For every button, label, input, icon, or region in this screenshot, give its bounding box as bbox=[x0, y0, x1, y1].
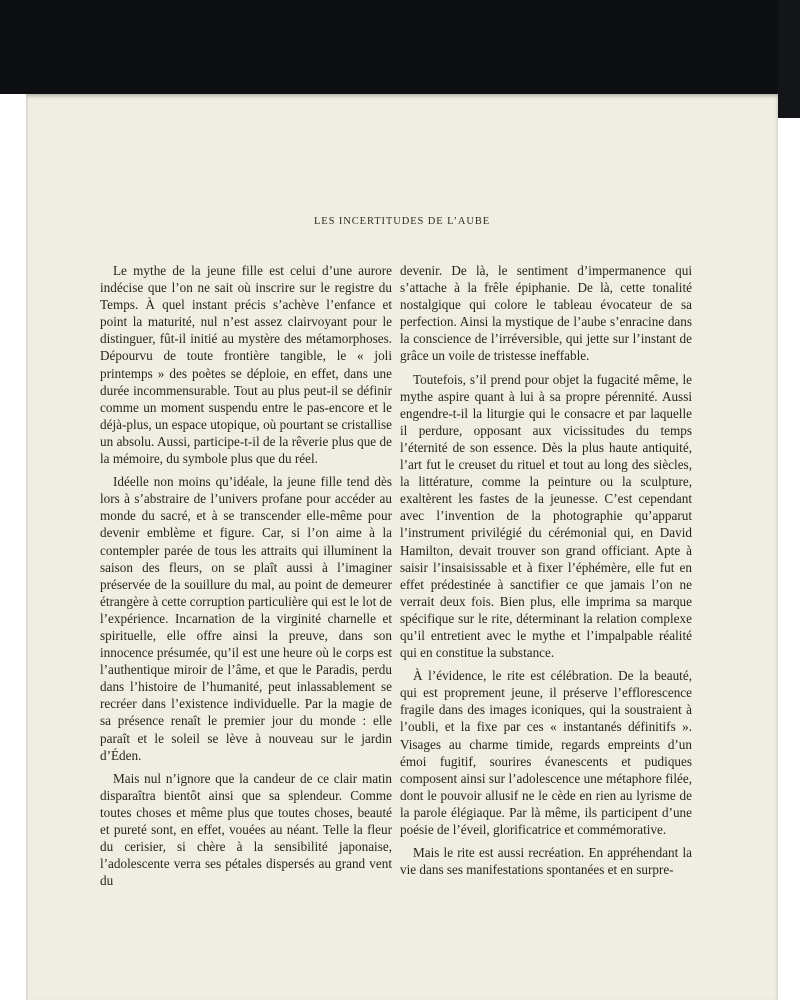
paragraph: Le mythe de la jeune fille est celui d’une aurore indécise que l’on ne sait où inscrire sur le registre du Temps. À quel instant précis s’achève l’enfance et point la maturité, nul n’est assez clairvoyant pour le distinguer, fût-il initié au mystère des métamorphoses. Dépourvu de toute frontière tangible, le « joli printemps » des poètes se déploie, en effet, dans une durée incommensurable. Tout au plus peut-il se définir comme un moment suspendu entre le pas-encore et le déjà-plus, un espace utopique, où pourtant se cristallise un absolu. Aussi, participe-t-il de la rêverie plus que de la mémoire, du symbole plus que du réel. bbox=[100, 263, 392, 467]
dark-background-top bbox=[0, 0, 800, 94]
dark-background-right bbox=[778, 0, 800, 118]
left-column bbox=[100, 262, 392, 895]
paragraph-continued: devenir. De là, le sentiment d’impermanence qui s’attache à la frêle épiphanie. De là, cette tonalité nostalgique qui colore le tableau évocateur de sa perfection. Ainsi la mystique de l’aube s’enracine dans la conscience de l’irréversible, qui jette sur l’instant de grâce un voile de tristesse ineffable. bbox=[400, 263, 692, 364]
paragraph: Mais le rite est aussi recréation. En appréhendant la vie dans ses manifestations spontanées et en surpre- bbox=[400, 845, 692, 878]
book-page bbox=[26, 94, 778, 1000]
paragraph: Toutefois, s’il prend pour objet la fugacité même, le mythe aspire quant à lui à sa propre pérennité. Aussi engendre-t-il la liturgie qui le consacre et par laquelle il perdure, opposant aux vicissitudes du temps l’éternité de son essence. Dès la plus haute antiquité, l’art fut le creuset du rituel et tout au long des siècles, la littérature, comme la peinture ou la sculpture, exaltèrent les fastes de la jeunesse. C’est cependant avec l’invention de la photographie qu’apparut l’instrument privilégié du cérémonial qui, en David Hamilton, devait trouver son grand officiant. Apte à saisir l’insaisissable et à fixer l’éphémère, elle fut en effet prédestinée à sanctifier ce que jamais l’on ne verrait deux fois. Bien plus, elle imprima sa marque spécifique sur le rite, déterminant la relation complexe qu’il entretient avec le mythe et l’impalpable réalité qui en constitue la substance. bbox=[400, 371, 692, 661]
paragraph: Mais nul n’ignore que la candeur de ce clair matin disparaîtra bientôt ainsi que sa splendeur. Comme toutes choses et même plus que toutes choses, beauté et pureté sont, en effet, vouées au néant. Telle la fleur du cerisier, si chère à la sensibilité japonaise, l’adolescente verra ses pétales dispersés au grand vent du bbox=[100, 770, 392, 889]
paragraph: Idéelle non moins qu’idéale, la jeune fille tend dès lors à s’abstraire de l’univers profane pour accéder au monde du sacré, et à se transcender elle-même pour devenir emblème et figure. Car, si l’on aime à la contempler parée de tous les attraits qui illuminent la saison des fleurs, on se plaît aussi à l’imaginer préservée de la souillure du mal, au point de demeurer étrangère à cette corruption particulière qui est le lot de l’expérience. Incarnation de la virginité charnelle et spirituelle, elle offre ainsi la preuve, dans son innocence présumée, qu’il est une heure où le corps est l’authentique miroir de l’âme, et que le Paradis, perdu dans l’histoire de l’humanité, peut inlassablement se recréer dans l’existence individuelle. Par la magie de sa présence renaît le premier jour du monde : elle paraît et le soleil se lève à nouveau sur le jardin d’Éden. bbox=[100, 474, 392, 763]
running-head: LES INCERTITUDES DE L’AUBE bbox=[313, 216, 491, 227]
right-column bbox=[400, 262, 692, 884]
paragraph: À l’évidence, le rite est célébration. De la beauté, qui est proprement jeune, il préserve l’efflorescence fragile dans des images iconiques, qui la soustraient à l’oubli, et la fixe par ces « instantanés définitifs ». Visages au charme timide, regards empreints d’un émoi fugitif, sourires évanescents et pudiques composent ainsi sur l’adolescence une métaphore filée, dont le pouvoir allusif ne le cède en rien au lyrisme de la parole élégiaque. Par là même, ils participent d’une poésie de l’éveil, glorificatrice et commémorative. bbox=[400, 668, 692, 837]
